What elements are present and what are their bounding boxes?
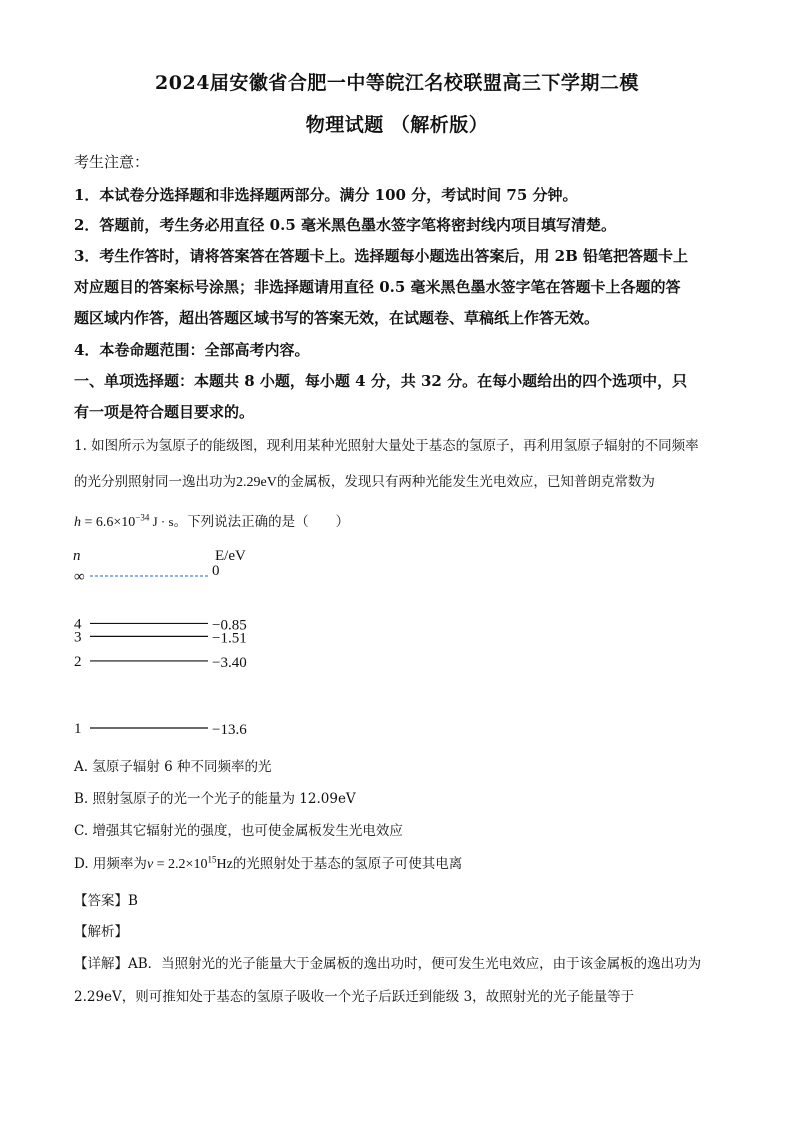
level-energy-label: −3.40 — [212, 654, 247, 671]
choice-d-pre: D. 用频率为 — [74, 856, 147, 872]
analysis-label: 【解析】 — [74, 924, 128, 940]
frequency-unit: Hz — [216, 857, 233, 872]
planck-symbol: h — [74, 515, 81, 530]
notice-item-3-cont2: 题区域内作答，超出答题区域书写的答案无效，在试题卷、草稿纸上作答无效。 — [74, 309, 600, 327]
detail-line1: 【详解】AB．当照射光的光子能量大于金属板的逸出功时，便可发生光电效应，由于该金属板的逸出功为 — [74, 956, 702, 972]
choice-b: B. 照射氢原子的光一个光子的能量为 12.09eV — [74, 791, 356, 807]
notice-item-2: 2．答题前，考生务必用直径 0.5 毫米黑色墨水签字笔将密封线内项目填写清楚。 — [74, 216, 616, 234]
level-n-label: 2 — [74, 653, 82, 670]
question-1-text-pre: 的光分别照射同一逸出功为 — [74, 474, 236, 490]
choice-d — [74, 852, 462, 873]
level-energy-label: −1.51 — [212, 630, 247, 647]
level-energy-label: −13.6 — [212, 722, 247, 738]
document-title: 2024届安徽省合肥一中等皖江名校联盟高三下学期二模 — [155, 72, 639, 94]
level-energy-label: −0.85 — [212, 617, 247, 634]
level-n-label: ∞ — [74, 569, 85, 585]
detail-line2: 2.29eV，则可推知处于基态的氢原子吸收一个光子后跃迁到能级 3，故照射光的光子能量等于 — [74, 989, 635, 1005]
section-heading-line2: 有一项是符合题目要求的。 — [74, 403, 255, 421]
choice-a: A. 氢原子辐射 6 种不同频率的光 — [74, 759, 272, 775]
choice-c: C. 增强其它辐射光的强度，也可使金属板发生光电效应 — [74, 823, 403, 839]
frequency-value: = 2.2×10 — [153, 857, 208, 872]
notice-item-3: 3．考生作答时，请将答案答在答题卡上。选择题每小题选出答案后，用 2B 铅笔把答题卡上 — [74, 247, 689, 265]
work-function-value: 2.29eV — [236, 475, 277, 490]
notice-item-1: 1．本试卷分选择题和非选择题两部分。满分 100 分，考试时间 75 分钟。 — [74, 186, 578, 204]
choice-d-post: 的光照射处于基态的氢原子可使其电离 — [232, 856, 463, 872]
level-n-label: 4 — [74, 616, 82, 633]
energy-levels — [74, 563, 247, 738]
notice-item-3-cont1: 对应题目的答案标号涂黑；非选择题请用直径 0.5 毫米黑色墨水签字笔在答题卡上各题的答 — [74, 278, 681, 296]
section-heading-line1: 一、单项选择题：本题共 8 小题，每小题 4 分，共 32 分。在每小题给出的四个选项中，只 — [74, 372, 688, 390]
level-n-label: 3 — [74, 629, 82, 646]
frequency-exponent: 15 — [207, 854, 217, 865]
axis-label-n: n — [73, 548, 81, 564]
answer-label: 【答案】B — [74, 893, 138, 909]
question-1-line2 — [74, 470, 655, 491]
document-subtitle: 物理试题 （解析版） — [305, 114, 489, 136]
notice-item-4: 4．本卷命题范围：全部高考内容。 — [74, 341, 310, 359]
question-1-line3 — [74, 510, 349, 531]
planck-exponent: −34 — [135, 512, 150, 523]
axis-label-energy: E/eV — [215, 548, 246, 564]
planck-value: = 6.6×10 — [81, 515, 136, 530]
energy-level-diagram — [60, 540, 290, 740]
question-1-prompt: 。下列说法正确的是（ ） — [173, 514, 350, 530]
level-n-label: 1 — [74, 721, 82, 737]
planck-unit: J · s — [149, 514, 174, 529]
notice-header: 考生注意： — [74, 153, 150, 171]
question-1-line1: 1. 如图所示为氢原子的能级图，现利用某种光照射大量处于基态的氢原子，再利用氢原子辐射的不同频率 — [74, 438, 699, 454]
frequency-symbol: ν — [146, 857, 154, 872]
question-1-text-post: 的金属板，发现只有两种光能发生光电效应，已知普朗克常数为 — [276, 474, 655, 490]
level-energy-label: 0 — [212, 563, 220, 579]
